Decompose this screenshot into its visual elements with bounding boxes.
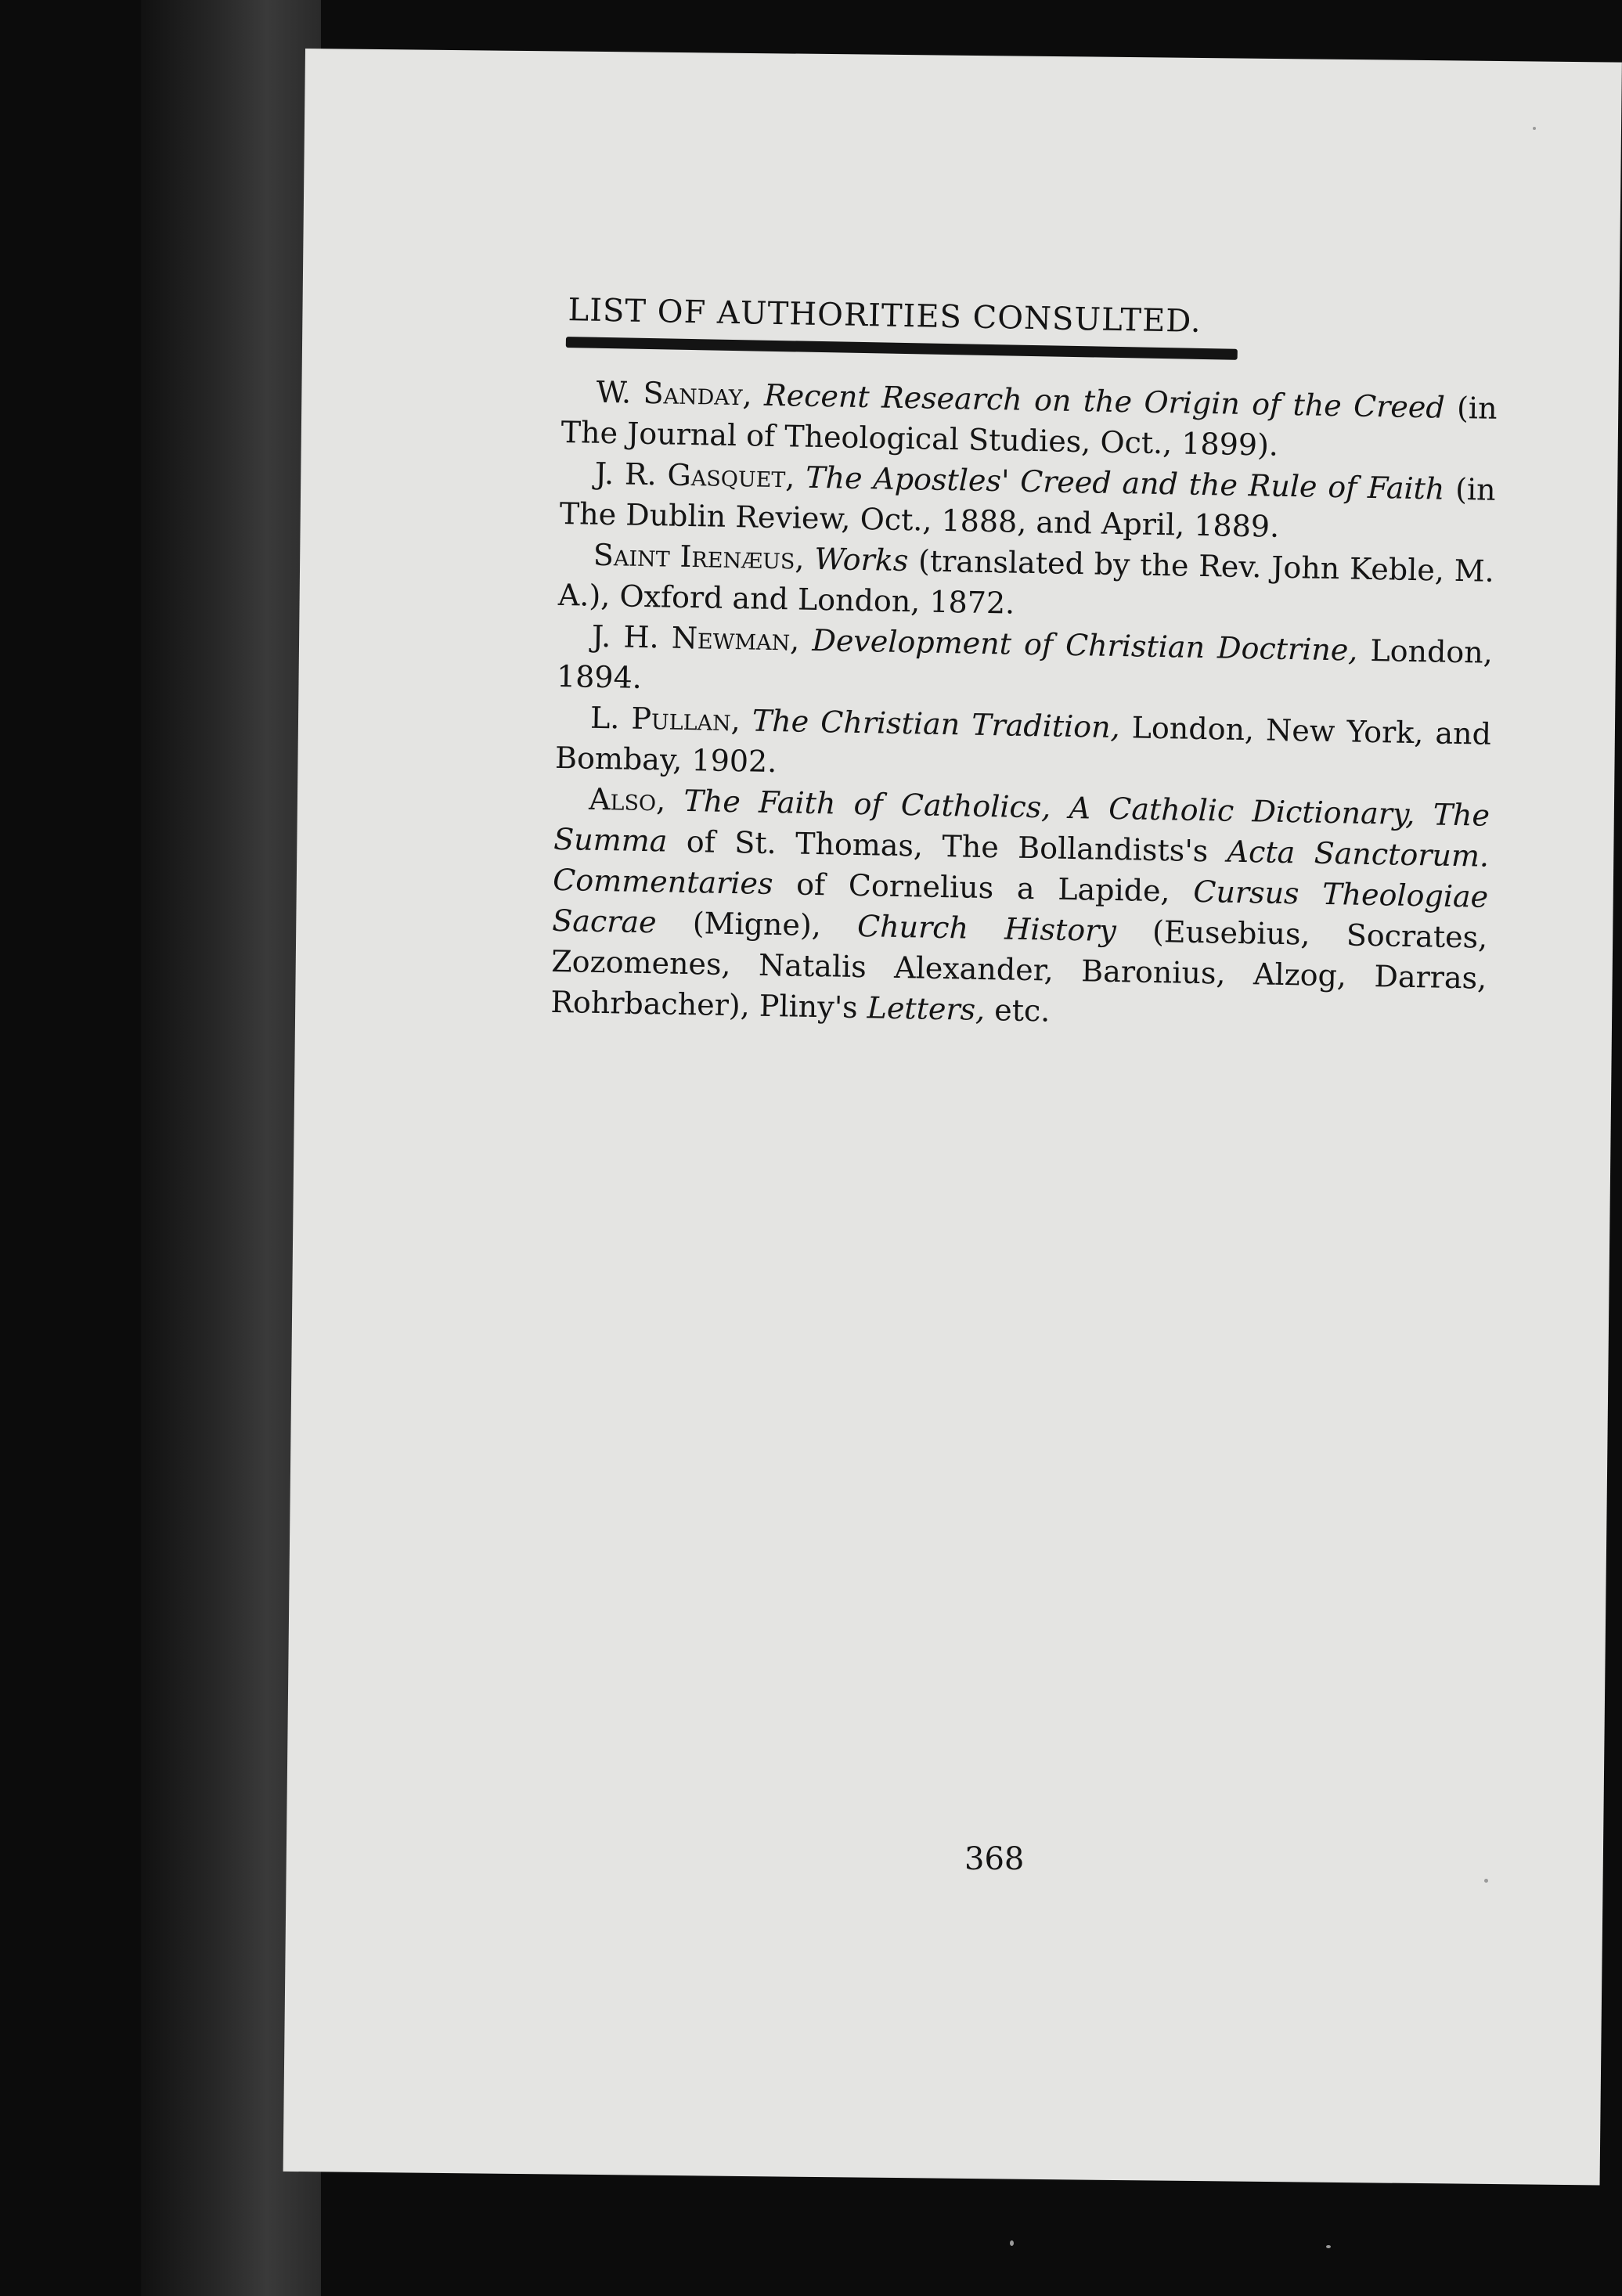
entry-title: The Christian Tradition, (752, 703, 1121, 745)
entry-text: London, 1894. (556, 633, 1494, 695)
dust-speck (1533, 127, 1536, 130)
page-heading: LIST OF AUTHORITIES CONSULTED. (568, 292, 1202, 340)
entry-text (752, 377, 764, 412)
entry-text: (translated by the Rev. John Keble, M. A.), Oxford and London, 1872. (557, 543, 1495, 621)
entry-author: Saint Irenæus, (593, 537, 805, 576)
entry-text (665, 783, 684, 817)
entry-title: Development of Christian Doctrine, (812, 622, 1358, 668)
entry-title: Recent Research on the Origin of the Creed (763, 377, 1446, 425)
entry-text: London, New York, and Bombay, 1902. (554, 710, 1492, 780)
entry-author: J. R. Gasquet, (594, 456, 795, 495)
entry-author: W. Sanday, (596, 374, 753, 413)
entry-title: Cursus Theologiae Sacrae (551, 874, 1489, 940)
authority-entry (550, 778, 1490, 1040)
entry-title: Church History (856, 909, 1117, 949)
entry-author: J. H. Newman, (591, 618, 800, 658)
entry-text (799, 623, 813, 658)
entry-text: of St. Thomas, The Bollandists's (667, 824, 1228, 869)
entry-text: of Cornelius a Lapide, (773, 867, 1194, 909)
authorities-list (550, 371, 1498, 1040)
entry-text: (in The Journal of Theological Studies, Oct., 1899). (560, 390, 1498, 463)
page-number: 368 (964, 1841, 1025, 1877)
dust-speck (1326, 2245, 1331, 2248)
entry-author: L. Pullan, (589, 700, 741, 738)
page-content (550, 294, 1499, 1040)
entry-title: The Apostles' Creed and the Rule of Faith (805, 460, 1445, 506)
entry-title: The Faith of Catholics, A Catholic Dictionary, The Summa (553, 783, 1490, 859)
entry-author: Also, (588, 781, 666, 818)
entry-text (740, 703, 752, 737)
entry-title: Acta Sanctorum. Commentaries (552, 834, 1490, 902)
entry-title: Works (813, 541, 909, 579)
entry-text: (in The Dublin Review, Oct., 1888, and April, 1889. (559, 471, 1497, 544)
entry-title: Letters, (867, 990, 986, 1028)
entry-text: (Eusebius, Socrates, Zozomenes, Natalis Alexander, Baronius, Alzog, Darras, Rohrbacher), Pliny's (550, 914, 1488, 1025)
dust-speck (1010, 2240, 1014, 2246)
heading-rule (566, 337, 1238, 360)
dust-speck (1484, 1879, 1488, 1883)
entry-text: etc. (984, 993, 1051, 1029)
entry-text (795, 460, 806, 494)
entry-text: (Migne), (656, 905, 858, 944)
